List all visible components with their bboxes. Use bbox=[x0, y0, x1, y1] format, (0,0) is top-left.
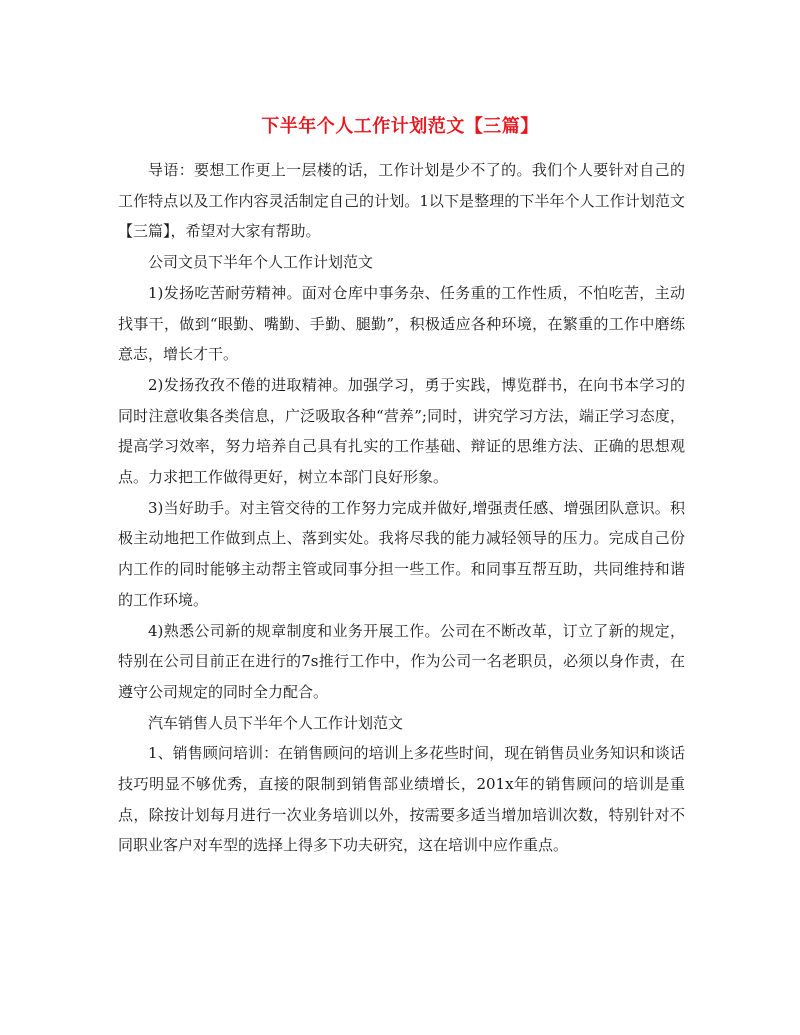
paragraph-item-1: 1)发扬吃苦耐劳精神。面对仓库中事务杂、任务重的工作性质，不怕吃苦，主动找事干，做到“眼勤、嘴勤、手勤、腿勤”，积极适应各种环境，在繁重的工作中磨练意志，增长才干。 bbox=[118, 283, 685, 364]
intro-paragraph: 导语：要想工作更上一层楼的话，工作计划是少不了的。我们个人要针对自己的工作特点以及工作内容灵活制定自己的计划。1以下是整理的下半年个人工作计划范文【三篇】，希望对大家有帮助。 bbox=[118, 161, 685, 241]
paragraph-sales-training: 1、销售顾问培训：在销售顾问的培训上多花些时间，现在销售员业务知识和谈话技巧明显不够优秀，直接的限制到销售部业绩增长，201x年的销售顾问的培训是重点，除按计划每月进行一次业务培训以外，按需要多适当增加培训次数，特别针对不同职业客户对车型的选择上得多下功夫研究，这在培训中应作重点。 bbox=[118, 744, 685, 855]
paragraph-item-4: 4)熟悉公司新的规章制度和业务开展工作。公司在不断改革，订立了新的规定，特别在公司目前正在进行的7s推行工作中，作为公司一名老职员，必须以身作责，在遵守公司规定的同时全力配合。 bbox=[118, 621, 685, 701]
document-title: 下半年个人工作计划范文【三篇】 bbox=[261, 116, 539, 137]
paragraph-item-3: 3)当好助手。对主管交待的工作努力完成并做好,增强责任感、增强团队意识。积极主动地把工作做到点上、落到实处。我将尽我的能力减轻领导的压力。完成自己份内工作的同时能够主动帮主管或同事分担一些工作。和同事互帮互助，共同维持和谐的工作环境。 bbox=[118, 498, 685, 609]
section-heading-clerk: 公司文员下半年个人工作计划范文 bbox=[148, 253, 374, 272]
paragraph-item-2: 2)发扬孜孜不倦的进取精神。加强学习，勇于实践，博览群书，在向书本学习的同时注意收集各类信息，广泛吸取各种“营养”;同时，讲究学习方法，端正学习态度，提高学习效率，努力培养自己具有扎实的工作基础、辩证的思维方法、正确的思想观点。力求把工作做得更好，树立本部门良好形象。 bbox=[118, 375, 685, 487]
document-body bbox=[118, 155, 685, 861]
section-heading-car-sales: 汽车销售人员下半年个人工作计划范文 bbox=[148, 713, 404, 732]
